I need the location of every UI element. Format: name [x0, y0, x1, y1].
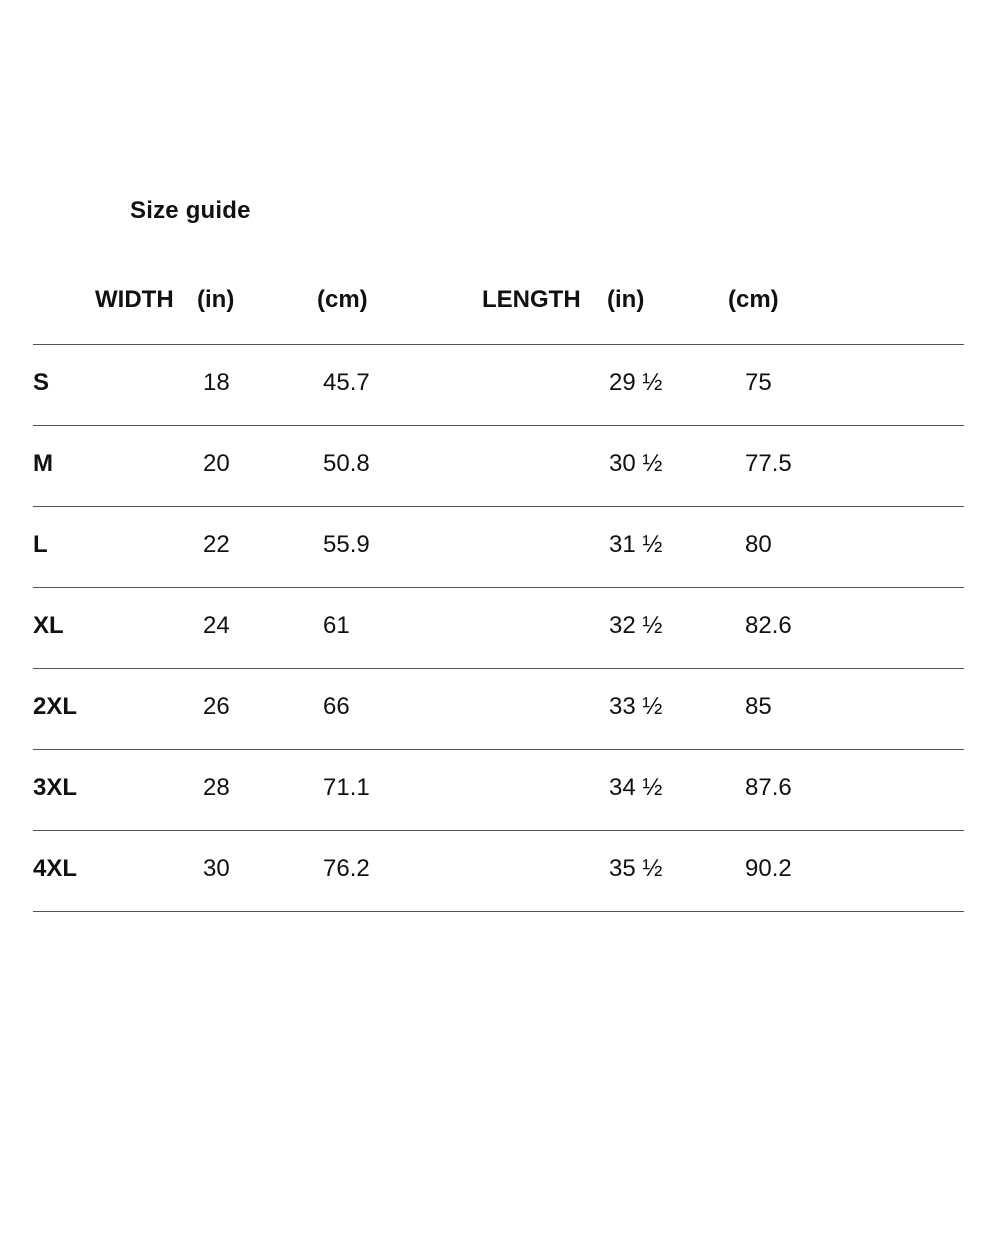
- width-cm-value: 76.2: [323, 855, 370, 882]
- header-length-cm: (cm): [728, 286, 779, 313]
- length-cm-value: 77.5: [745, 450, 792, 477]
- table-row: [33, 750, 964, 830]
- length-in-value: 29 ½: [609, 369, 663, 396]
- length-cm-value: 82.6: [745, 612, 792, 639]
- size-label: 4XL: [33, 855, 78, 882]
- length-in-value: 35 ½: [609, 855, 663, 882]
- width-in-value: 28: [203, 774, 230, 801]
- header-length: LENGTH: [482, 286, 581, 313]
- length-cm-value: 90.2: [745, 855, 792, 882]
- width-in-value: 30: [203, 855, 230, 882]
- length-cm-value: 80: [745, 531, 772, 558]
- width-cm-value: 45.7: [323, 369, 370, 396]
- size-label: XL: [33, 612, 64, 639]
- table-row: [33, 426, 964, 506]
- table-row: [33, 345, 964, 425]
- header-width-in: (in): [197, 286, 235, 313]
- length-in-value: 34 ½: [609, 774, 663, 801]
- header-width: WIDTH: [95, 286, 174, 313]
- page-title: Size guide: [130, 197, 251, 224]
- width-cm-value: 61: [323, 612, 350, 639]
- size-label: M: [33, 450, 53, 477]
- size-label: S: [33, 369, 50, 396]
- width-in-value: 22: [203, 531, 230, 558]
- length-in-value: 30 ½: [609, 450, 663, 477]
- length-in-value: 33 ½: [609, 693, 663, 720]
- width-cm-value: 50.8: [323, 450, 370, 477]
- width-in-value: 24: [203, 612, 230, 639]
- width-cm-value: 71.1: [323, 774, 370, 801]
- length-cm-value: 75: [745, 369, 772, 396]
- width-in-value: 18: [203, 369, 230, 396]
- length-cm-value: 87.6: [745, 774, 792, 801]
- width-cm-value: 55.9: [323, 531, 370, 558]
- table-row: [33, 507, 964, 587]
- size-label: 2XL: [33, 693, 78, 720]
- width-in-value: 26: [203, 693, 230, 720]
- length-cm-value: 85: [745, 693, 772, 720]
- size-label: 3XL: [33, 774, 78, 801]
- header-width-cm: (cm): [317, 286, 368, 313]
- table-divider: [33, 911, 964, 912]
- length-in-value: 31 ½: [609, 531, 663, 558]
- table-row: [33, 669, 964, 749]
- table-row: [33, 831, 964, 911]
- header-length-in: (in): [607, 286, 645, 313]
- size-label: L: [33, 531, 48, 558]
- width-cm-value: 66: [323, 693, 350, 720]
- table-row: [33, 588, 964, 668]
- length-in-value: 32 ½: [609, 612, 663, 639]
- width-in-value: 20: [203, 450, 230, 477]
